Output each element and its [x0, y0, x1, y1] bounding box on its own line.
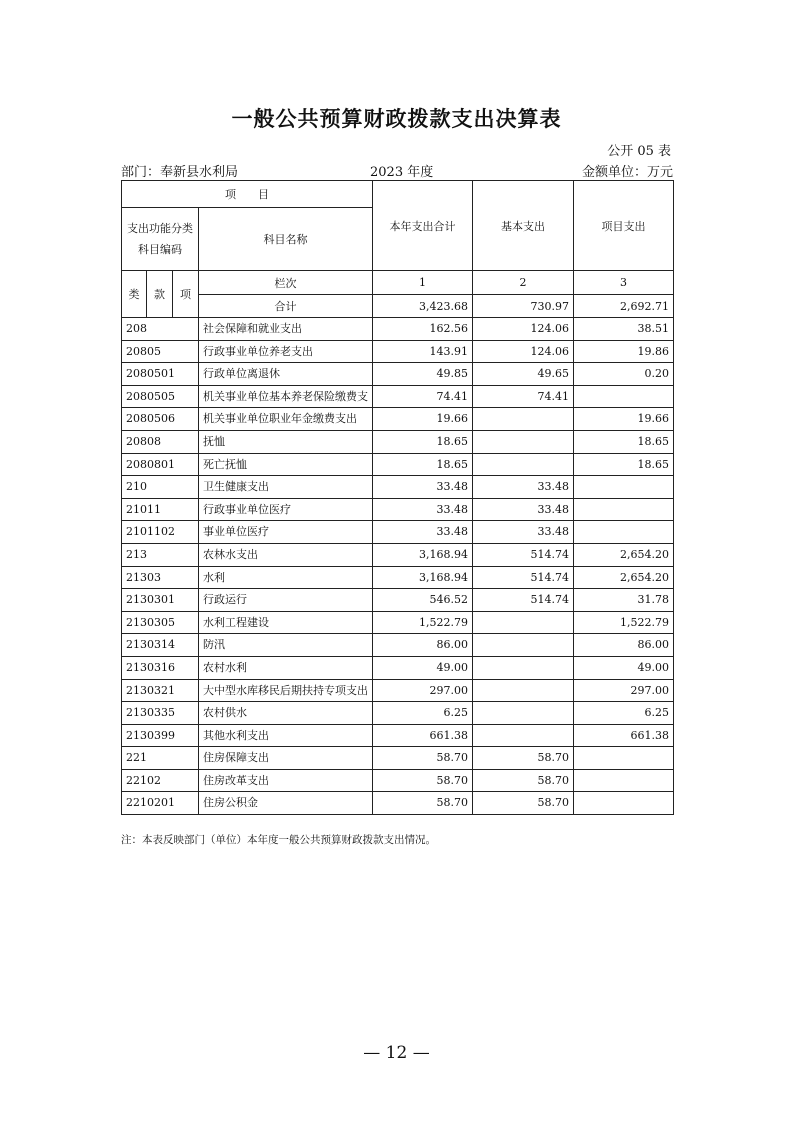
- table-row: [122, 792, 674, 815]
- row-total: 33.48: [373, 521, 473, 544]
- table-row: [122, 679, 674, 702]
- table-row: [122, 340, 674, 363]
- row-basic: 33.48: [473, 476, 574, 499]
- department-label: 部门：奉新县水利局: [121, 165, 239, 180]
- row-code: 2130316: [122, 656, 199, 679]
- header-col3: 3: [574, 271, 674, 295]
- table-row: [122, 385, 674, 408]
- header-code-group: 支出功能分类科目编码: [122, 208, 199, 271]
- row-basic: 58.70: [473, 747, 574, 770]
- row-total: 661.38: [373, 724, 473, 747]
- row-project: 6.25: [574, 702, 674, 725]
- row-total: 86.00: [373, 634, 473, 657]
- row-basic: [473, 656, 574, 679]
- header-col2: 2: [473, 271, 574, 295]
- row-project: [574, 747, 674, 770]
- total-basic: 730.97: [473, 295, 574, 318]
- row-basic: 58.70: [473, 769, 574, 792]
- table-body: [122, 318, 674, 815]
- table-row: [122, 611, 674, 634]
- row-basic: 124.06: [473, 340, 574, 363]
- row-project: 661.38: [574, 724, 674, 747]
- row-total: 19.66: [373, 408, 473, 431]
- header-total: 本年支出合计: [373, 181, 473, 271]
- row-project: 2,654.20: [574, 543, 674, 566]
- row-total: 58.70: [373, 769, 473, 792]
- form-number: 公开 05 表: [607, 144, 671, 159]
- row-code: 20808: [122, 430, 199, 453]
- row-name: 水利: [199, 566, 373, 589]
- table-row: [122, 724, 674, 747]
- header-basic: 基本支出: [473, 181, 574, 271]
- header-kuan: 款: [147, 271, 173, 318]
- row-code: 213: [122, 543, 199, 566]
- row-name: 防汛: [199, 634, 373, 657]
- row-name: 住房公积金: [199, 792, 373, 815]
- row-code: 2130399: [122, 724, 199, 747]
- year-label: 2023 年度: [370, 165, 434, 180]
- row-project: 297.00: [574, 679, 674, 702]
- row-code: 2130301: [122, 589, 199, 612]
- row-basic: 124.06: [473, 318, 574, 341]
- header-item: 项 目: [122, 181, 373, 208]
- row-total: 18.65: [373, 430, 473, 453]
- row-total: 162.56: [373, 318, 473, 341]
- row-code: 20805: [122, 340, 199, 363]
- row-project: 19.66: [574, 408, 674, 431]
- row-name: 行政单位离退休: [199, 363, 373, 386]
- row-project: 19.86: [574, 340, 674, 363]
- row-total: 33.48: [373, 498, 473, 521]
- table-row: [122, 476, 674, 499]
- row-project: 49.00: [574, 656, 674, 679]
- row-name: 机关事业单位职业年金缴费支出: [199, 408, 373, 431]
- row-total: 3,168.94: [373, 543, 473, 566]
- table-row: [122, 408, 674, 431]
- row-code: 210: [122, 476, 199, 499]
- budget-table: [121, 180, 674, 815]
- row-name: 死亡抚恤: [199, 453, 373, 476]
- row-basic: [473, 634, 574, 657]
- header-lei: 类: [122, 271, 147, 318]
- row-name: 住房改革支出: [199, 769, 373, 792]
- row-basic: [473, 702, 574, 725]
- meta-bar: [121, 161, 673, 179]
- row-code: 21011: [122, 498, 199, 521]
- row-total: 297.00: [373, 679, 473, 702]
- row-basic: [473, 408, 574, 431]
- header-col1: 1: [373, 271, 473, 295]
- row-project: 18.65: [574, 453, 674, 476]
- row-code: 2080506: [122, 408, 199, 431]
- row-total: 33.48: [373, 476, 473, 499]
- table-row: [122, 589, 674, 612]
- table-row: [122, 769, 674, 792]
- header-row-col-numbers: [122, 271, 674, 295]
- header-project: 项目支出: [574, 181, 674, 271]
- row-code: 2101102: [122, 521, 199, 544]
- row-name: 住房保障支出: [199, 747, 373, 770]
- row-code: 2130321: [122, 679, 199, 702]
- row-name: 行政事业单位养老支出: [199, 340, 373, 363]
- row-total: 49.85: [373, 363, 473, 386]
- total-row: [122, 295, 674, 318]
- row-code: 2130335: [122, 702, 199, 725]
- row-basic: [473, 679, 574, 702]
- table-row: [122, 634, 674, 657]
- row-project: [574, 769, 674, 792]
- table-row: [122, 453, 674, 476]
- table-row: [122, 702, 674, 725]
- row-total: 6.25: [373, 702, 473, 725]
- row-project: [574, 521, 674, 544]
- row-project: 2,654.20: [574, 566, 674, 589]
- row-project: [574, 476, 674, 499]
- row-total: 74.41: [373, 385, 473, 408]
- row-project: [574, 498, 674, 521]
- row-project: 86.00: [574, 634, 674, 657]
- row-project: [574, 385, 674, 408]
- table-row: [122, 430, 674, 453]
- row-basic: [473, 453, 574, 476]
- row-code: 2130314: [122, 634, 199, 657]
- table-row: [122, 656, 674, 679]
- table-row: [122, 363, 674, 386]
- header-name: 科目名称: [199, 208, 373, 271]
- table-row: [122, 543, 674, 566]
- page-number: — 12 —: [363, 1043, 430, 1063]
- row-name: 农林水支出: [199, 543, 373, 566]
- row-total: 58.70: [373, 747, 473, 770]
- row-total: 143.91: [373, 340, 473, 363]
- table-row: [122, 566, 674, 589]
- row-basic: 33.48: [473, 498, 574, 521]
- row-basic: [473, 724, 574, 747]
- unit-label: 金额单位：万元: [581, 165, 673, 180]
- total-total: 3,423.68: [373, 295, 473, 318]
- table-row: [122, 521, 674, 544]
- row-name: 事业单位医疗: [199, 521, 373, 544]
- row-total: 18.65: [373, 453, 473, 476]
- row-name: 大中型水库移民后期扶持专项支出: [199, 679, 373, 702]
- total-label: 合计: [199, 295, 373, 318]
- row-name: 其他水利支出: [199, 724, 373, 747]
- row-total: 546.52: [373, 589, 473, 612]
- row-project: 31.78: [574, 589, 674, 612]
- row-basic: [473, 611, 574, 634]
- row-name: 农村水利: [199, 656, 373, 679]
- row-basic: [473, 430, 574, 453]
- row-project: 38.51: [574, 318, 674, 341]
- row-name: 抚恤: [199, 430, 373, 453]
- row-project: [574, 792, 674, 815]
- row-name: 农村供水: [199, 702, 373, 725]
- row-code: 2080505: [122, 385, 199, 408]
- row-project: 0.20: [574, 363, 674, 386]
- page-title: 一般公共预算财政拨款支出决算表: [231, 107, 562, 131]
- total-project: 2,692.71: [574, 295, 674, 318]
- row-name: 社会保障和就业支出: [199, 318, 373, 341]
- table-row: [122, 498, 674, 521]
- row-total: 58.70: [373, 792, 473, 815]
- row-code: 2130305: [122, 611, 199, 634]
- row-basic: 58.70: [473, 792, 574, 815]
- row-total: 49.00: [373, 656, 473, 679]
- row-name: 机关事业单位基本养老保险缴费支: [199, 385, 373, 408]
- row-code: 2080501: [122, 363, 199, 386]
- table-row: [122, 747, 674, 770]
- row-code: 22102: [122, 769, 199, 792]
- row-project: 1,522.79: [574, 611, 674, 634]
- header-xiang: 项: [173, 271, 199, 318]
- row-name: 卫生健康支出: [199, 476, 373, 499]
- row-code: 2210201: [122, 792, 199, 815]
- row-basic: 33.48: [473, 521, 574, 544]
- row-total: 3,168.94: [373, 566, 473, 589]
- row-project: 18.65: [574, 430, 674, 453]
- row-name: 水利工程建设: [199, 611, 373, 634]
- header-col-label: 栏次: [199, 271, 373, 295]
- row-code: 221: [122, 747, 199, 770]
- row-code: 208: [122, 318, 199, 341]
- row-code: 2080801: [122, 453, 199, 476]
- row-code: 21303: [122, 566, 199, 589]
- table-note: 注：本表反映部门（单位）本年度一般公共预算财政拨款支出情况。: [121, 834, 436, 846]
- row-total: 1,522.79: [373, 611, 473, 634]
- row-basic: 74.41: [473, 385, 574, 408]
- table-row: [122, 318, 674, 341]
- row-basic: 514.74: [473, 543, 574, 566]
- row-name: 行政事业单位医疗: [199, 498, 373, 521]
- row-basic: 49.65: [473, 363, 574, 386]
- row-name: 行政运行: [199, 589, 373, 612]
- row-basic: 514.74: [473, 566, 574, 589]
- header-row-item: [122, 181, 674, 208]
- row-basic: 514.74: [473, 589, 574, 612]
